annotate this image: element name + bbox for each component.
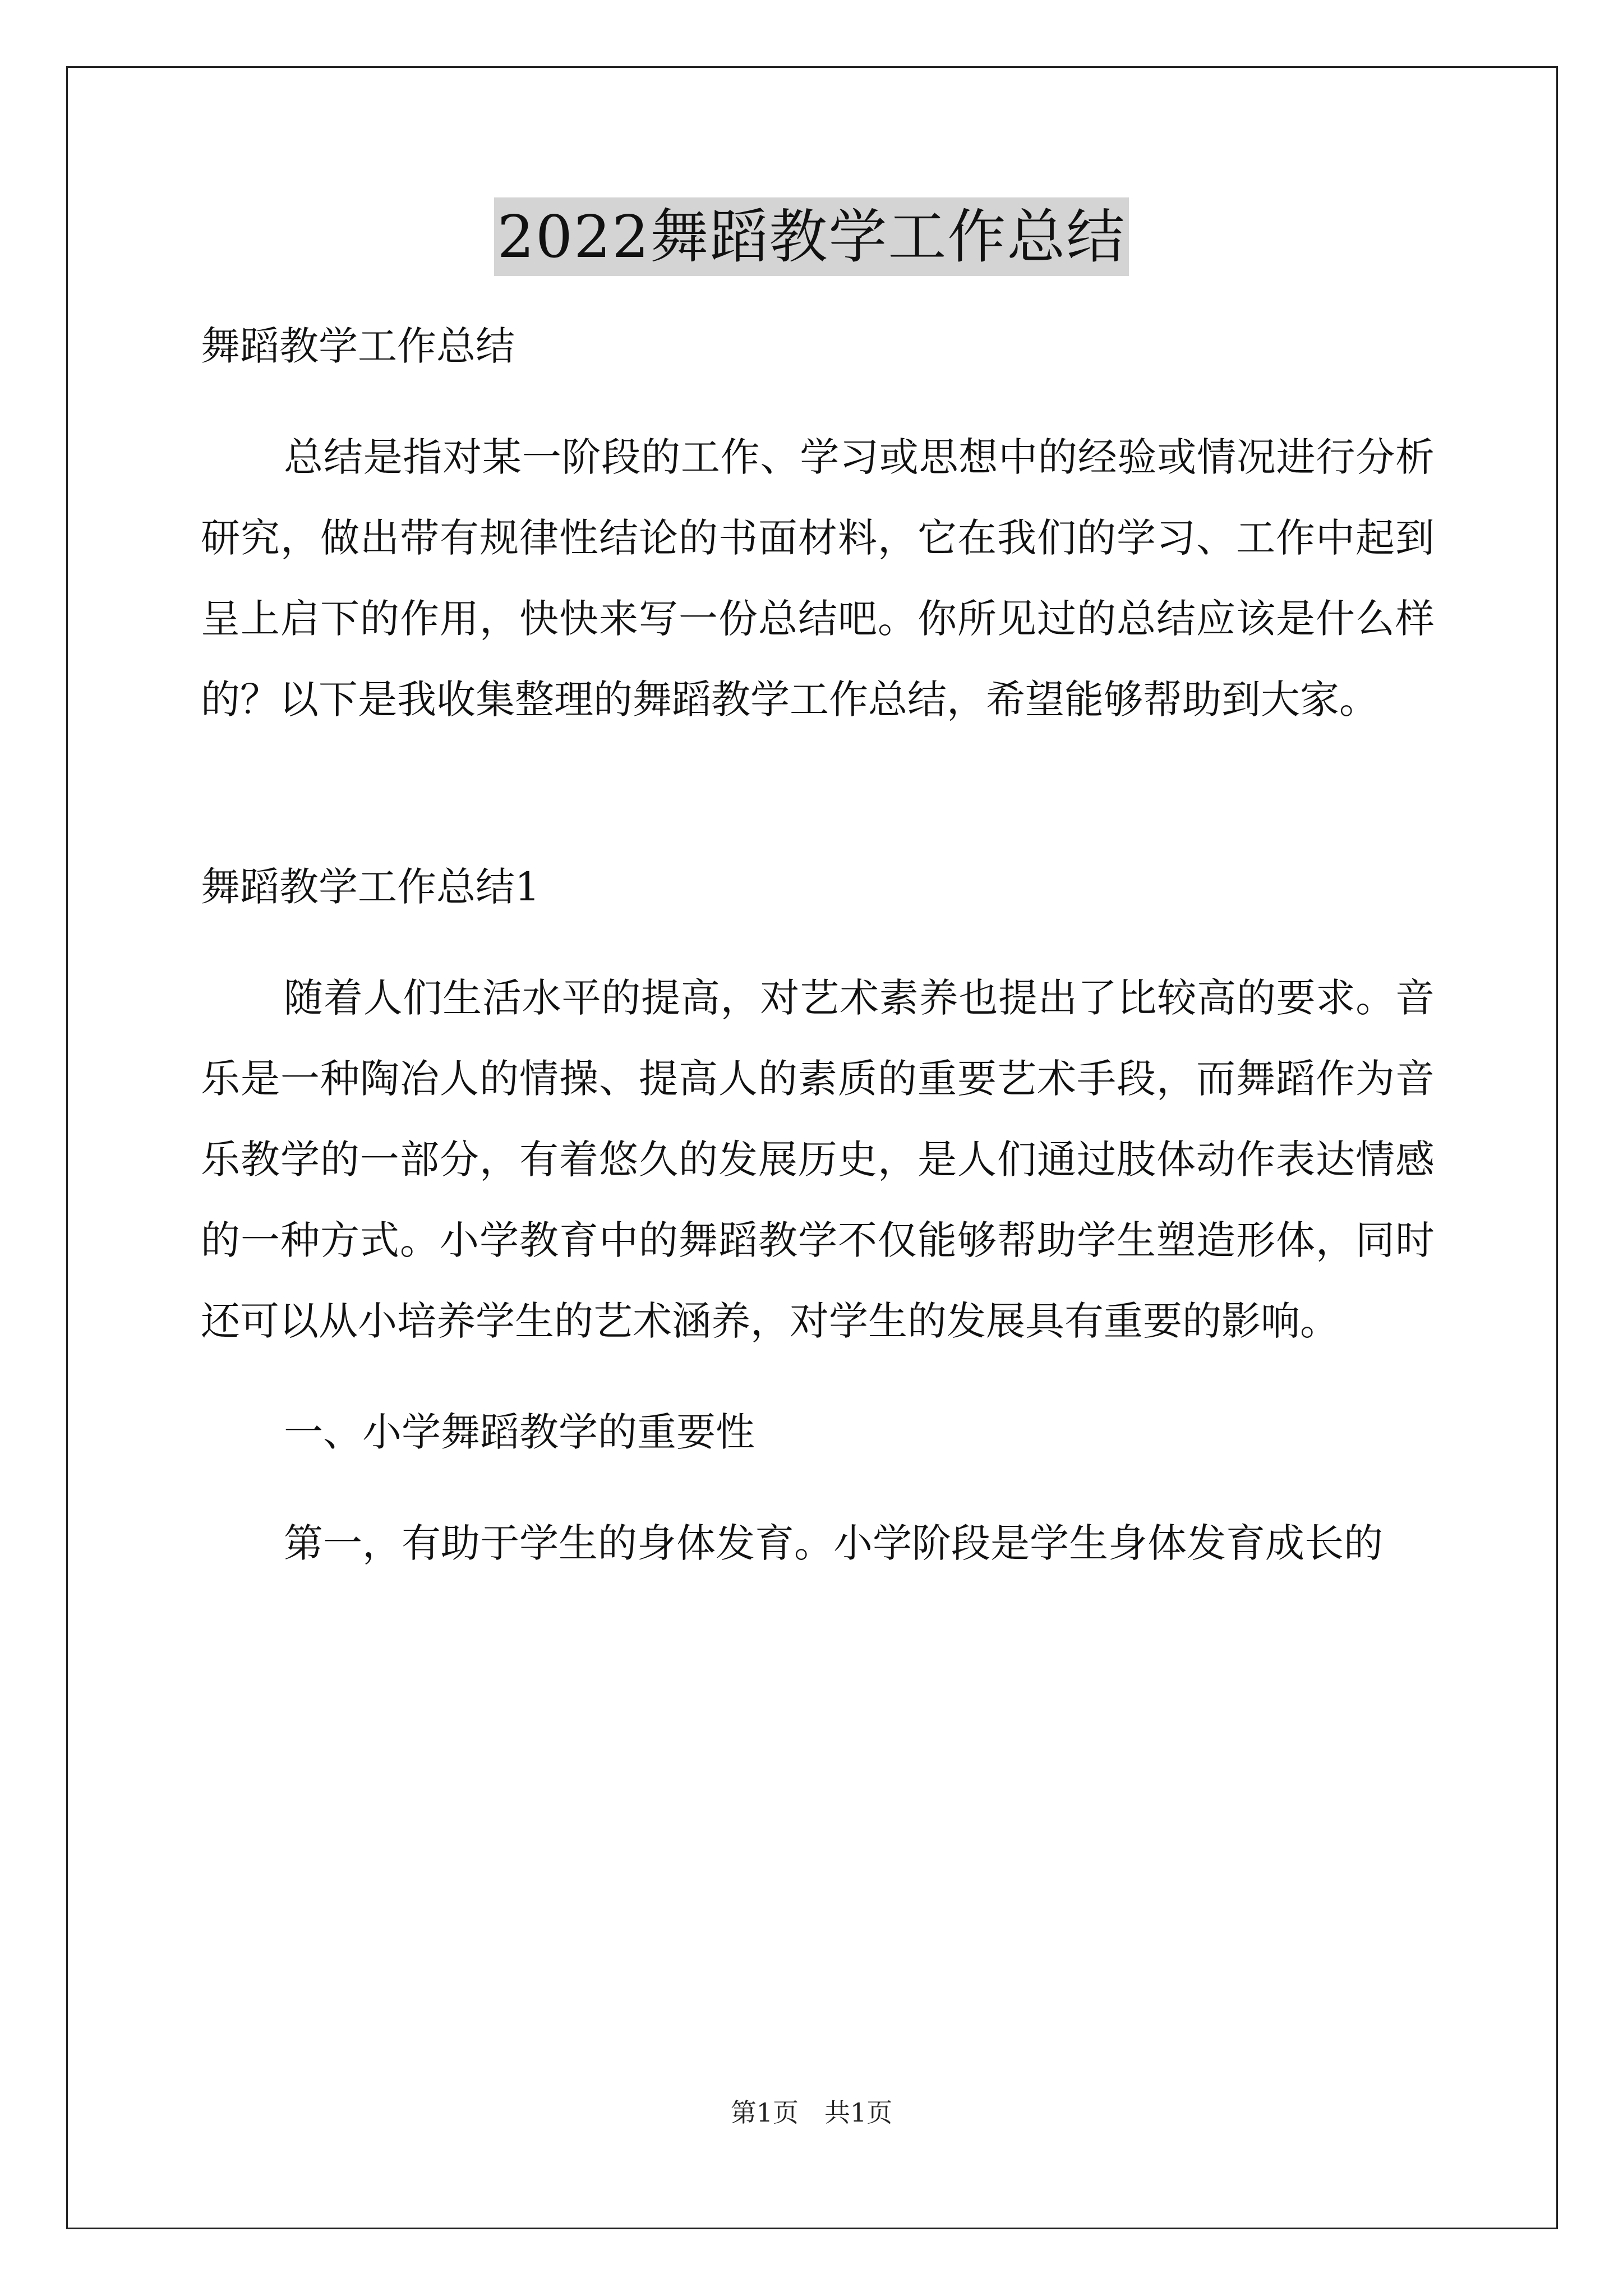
document-body [201,306,1435,1584]
section-heading: 舞蹈教学工作总结1 [201,864,540,910]
page-footer: 第1页 共1页 [730,2097,893,2128]
point-paragraph: 第一，有助于学生的身体发育。小学阶段是学生身体发育成长的 [284,1520,1383,1566]
intro-paragraph: 总结是指对某一阶段的工作、学习或思想中的经验或情况进行分析研究，做出带有规律性结论的书面材料，它在我们的学习、工作中起到呈上启下的作用，快快来写一份总结吧。你所见过的总结应该是什么样的？以下是我收集整理的舞蹈教学工作总结，希望能够帮助到大家。 [201,434,1435,723]
document-subtitle: 舞蹈教学工作总结 [201,323,515,369]
document-title: 2022舞蹈教学工作总结 [494,197,1129,276]
point-heading: 一、小学舞蹈教学的重要性 [284,1409,755,1455]
section-paragraph: 随着人们生活水平的提高，对艺术素养也提出了比较高的要求。音乐是一种陶冶人的情操、提高人的素质的重要艺术手段，而舞蹈作为音乐教学的一部分，有着悠久的发展历史，是人们通过肢体动作表达情感的一种方式。小学教育中的舞蹈教学不仅能够帮助学生塑造形体，同时还可以从小培养学生的艺术涵养，对学生的发展具有重要的影响。 [201,975,1435,1344]
title-container [0,197,1623,276]
